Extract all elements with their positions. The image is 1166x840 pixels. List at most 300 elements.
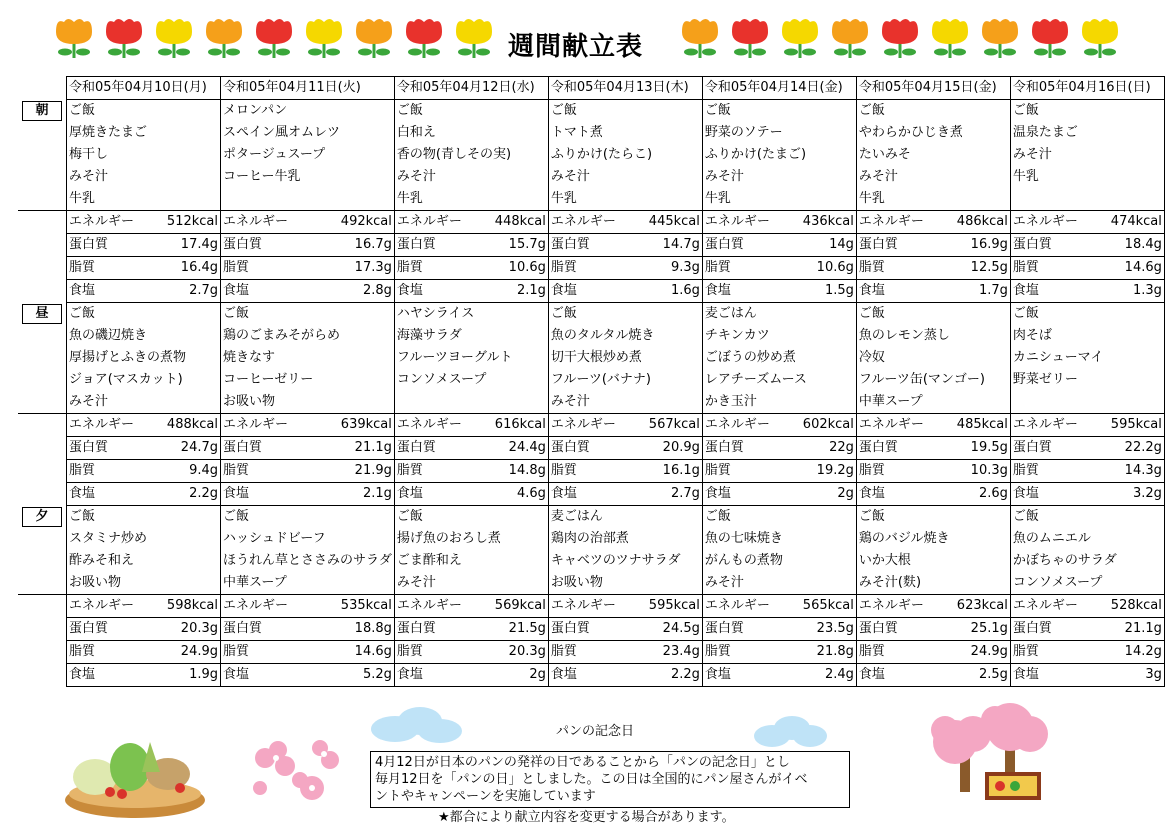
- nutrition-label: 食塩: [702, 664, 780, 687]
- meal-label-spacer: [18, 664, 67, 687]
- nutrition-value: 485kcal: [934, 414, 1010, 437]
- meal-label-spacer: [18, 641, 67, 664]
- nutrition-label: 蛋白質: [548, 618, 626, 641]
- nutrition-label: 食塩: [67, 483, 145, 506]
- page-title: 週間献立表: [508, 32, 644, 62]
- nutrition-value: 2.7g: [145, 280, 221, 303]
- nutrition-value: 21.5g: [472, 618, 548, 641]
- dish-item: みそ汁: [702, 572, 856, 595]
- footer-note: ★都合により献立内容を変更する場合があります。: [438, 810, 735, 825]
- nutrition-label: 脂質: [1010, 460, 1088, 483]
- nutrition-value: 448kcal: [472, 211, 548, 234]
- nutrition-label: 蛋白質: [1010, 618, 1088, 641]
- dish-item: フルーツヨーグルト: [394, 347, 548, 369]
- meal-label-spacer: [18, 325, 67, 347]
- nutrition-value: 486kcal: [934, 211, 1010, 234]
- date-header-row: [18, 77, 1164, 100]
- dish-row: [18, 391, 1164, 414]
- dish-item: メロンパン: [221, 100, 395, 123]
- nutrition-value: 1.9g: [145, 664, 221, 687]
- nutrition-value: 12.5g: [934, 257, 1010, 280]
- dish-item: ご飯: [1010, 303, 1164, 326]
- flower-icon: [728, 14, 772, 60]
- nutrition-label: 蛋白質: [702, 618, 780, 641]
- nutrition-value: 2.8g: [309, 280, 395, 303]
- nutrition-label: エネルギー: [67, 211, 145, 234]
- nutrition-value: 1.5g: [780, 280, 856, 303]
- nutrition-value: 17.3g: [309, 257, 395, 280]
- dish-item: みそ汁: [67, 166, 221, 188]
- nutrition-value: 23.5g: [780, 618, 856, 641]
- nutrition-value: 9.4g: [145, 460, 221, 483]
- nutrition-value: 21.8g: [780, 641, 856, 664]
- nutrition-label: 食塩: [1010, 280, 1088, 303]
- nutrition-row: [18, 595, 1164, 618]
- nutrition-value: 2g: [780, 483, 856, 506]
- nutrition-value: 16.7g: [309, 234, 395, 257]
- meal-label-spacer: [18, 528, 67, 550]
- dish-item: 白和え: [394, 122, 548, 144]
- nutrition-value: 2.2g: [626, 664, 702, 687]
- nutrition-value: 639kcal: [309, 414, 395, 437]
- dish-item: ジョア(マスカット): [67, 369, 221, 391]
- nutrition-value: 20.3g: [472, 641, 548, 664]
- nutrition-label: 食塩: [221, 280, 309, 303]
- nutrition-label: 蛋白質: [394, 437, 472, 460]
- dish-item: 揚げ魚のおろし煮: [394, 528, 548, 550]
- nutrition-label: 食塩: [856, 280, 934, 303]
- vegetable-basket-icon: [60, 722, 210, 822]
- nutrition-value: 24.9g: [934, 641, 1010, 664]
- nutrition-row: [18, 280, 1164, 303]
- nutrition-value: 474kcal: [1088, 211, 1164, 234]
- nutrition-value: 15.7g: [472, 234, 548, 257]
- flower-icon: [452, 14, 496, 60]
- nutrition-row: [18, 437, 1164, 460]
- nutrition-label: 脂質: [394, 257, 472, 280]
- dish-item: ふりかけ(たらこ): [548, 144, 702, 166]
- nutrition-label: 蛋白質: [856, 234, 934, 257]
- nutrition-label: 蛋白質: [394, 234, 472, 257]
- flower-icon: [52, 14, 96, 60]
- meal-label-spacer: [18, 550, 67, 572]
- nutrition-label: 食塩: [221, 664, 309, 687]
- meal-label: [18, 100, 67, 123]
- nutrition-label: 脂質: [856, 257, 934, 280]
- nutrition-value: 2g: [472, 664, 548, 687]
- day-header: 令和05年04月16日(日): [1010, 77, 1164, 100]
- flower-icon: [678, 14, 722, 60]
- meal-label: [18, 506, 67, 529]
- dish-item: 麦ごはん: [702, 303, 856, 326]
- dish-item: ほうれん草とささみのサラダ: [221, 550, 395, 572]
- dish-row: [18, 347, 1164, 369]
- dish-item: フルーツ缶(マンゴー): [856, 369, 1010, 391]
- nutrition-value: 2.6g: [934, 483, 1010, 506]
- nutrition-label: 脂質: [1010, 641, 1088, 664]
- dish-item: 鶏のごまみそがらめ: [221, 325, 395, 347]
- nutrition-label: 食塩: [856, 483, 934, 506]
- nutrition-value: 488kcal: [145, 414, 221, 437]
- nutrition-label: 脂質: [548, 257, 626, 280]
- dish-item: 魚の七味焼き: [702, 528, 856, 550]
- footer-line: 毎月12日を「パンの日」としました。この日は全国的にパン屋さんがイベ: [375, 772, 808, 787]
- nutrition-label: 脂質: [221, 641, 309, 664]
- nutrition-label: 食塩: [67, 664, 145, 687]
- flower-icon: [878, 14, 922, 60]
- dish-item: ご飯: [67, 506, 221, 529]
- dish-item: お吸い物: [67, 572, 221, 595]
- dish-row: [18, 122, 1164, 144]
- dish-item: 中華スープ: [856, 391, 1010, 414]
- nutrition-value: 5.2g: [309, 664, 395, 687]
- nutrition-value: 20.3g: [145, 618, 221, 641]
- nutrition-value: 595kcal: [626, 595, 702, 618]
- nutrition-label: 蛋白質: [702, 234, 780, 257]
- dish-item: 牛乳: [67, 188, 221, 211]
- nutrition-label: エネルギー: [394, 211, 472, 234]
- nutrition-label: エネルギー: [548, 211, 626, 234]
- nutrition-row: [18, 414, 1164, 437]
- nutrition-label: 脂質: [221, 460, 309, 483]
- nutrition-value: 21.1g: [1088, 618, 1164, 641]
- dish-item: 鶏肉の治部煮: [548, 528, 702, 550]
- dish-item: ハヤシライス: [394, 303, 548, 326]
- dish-item: みそ汁(麩): [856, 572, 1010, 595]
- nutrition-value: 2.2g: [145, 483, 221, 506]
- nutrition-value: 14.7g: [626, 234, 702, 257]
- nutrition-label: 食塩: [548, 280, 626, 303]
- flower-icon: [928, 14, 972, 60]
- nutrition-label: 食塩: [702, 280, 780, 303]
- nutrition-value: 565kcal: [780, 595, 856, 618]
- meal-label-spacer: [18, 280, 67, 303]
- dish-item: コーヒー牛乳: [221, 166, 395, 188]
- dish-item: 牛乳: [702, 188, 856, 211]
- dish-item: 魚の磯辺焼き: [67, 325, 221, 347]
- meal-label-spacer: [18, 460, 67, 483]
- meal-label-spacer: [18, 618, 67, 641]
- meal-label-spacer: [18, 188, 67, 211]
- flower-icon: [152, 14, 196, 60]
- nutrition-row: [18, 618, 1164, 641]
- nutrition-value: 14.6g: [309, 641, 395, 664]
- flower-icon: [202, 14, 246, 60]
- nutrition-value: 616kcal: [472, 414, 548, 437]
- flower-icon: [1078, 14, 1122, 60]
- nutrition-value: 445kcal: [626, 211, 702, 234]
- dish-row: [18, 369, 1164, 391]
- nutrition-value: 598kcal: [145, 595, 221, 618]
- footer-line: ントやキャンペーンを実施しています: [375, 789, 596, 804]
- nutrition-label: エネルギー: [221, 414, 309, 437]
- flower-icon: [978, 14, 1022, 60]
- dish-item: 鶏のバジル焼き: [856, 528, 1010, 550]
- nutrition-label: 蛋白質: [1010, 437, 1088, 460]
- dish-item: がんもの煮物: [702, 550, 856, 572]
- dish-item: 海藻サラダ: [394, 325, 548, 347]
- nutrition-label: エネルギー: [702, 595, 780, 618]
- dish-item: チキンカツ: [702, 325, 856, 347]
- dish-row: [18, 166, 1164, 188]
- nutrition-row: [18, 234, 1164, 257]
- nutrition-value: 528kcal: [1088, 595, 1164, 618]
- dish-item: みそ汁: [67, 391, 221, 414]
- nutrition-label: 食塩: [394, 483, 472, 506]
- nutrition-label: エネルギー: [67, 414, 145, 437]
- nutrition-value: 10.3g: [934, 460, 1010, 483]
- nutrition-label: 食塩: [1010, 483, 1088, 506]
- nutrition-value: 3g: [1088, 664, 1164, 687]
- flower-icon: [252, 14, 296, 60]
- meal-label-text: 夕: [22, 507, 61, 527]
- dish-item: ご飯: [548, 303, 702, 326]
- nutrition-row: [18, 483, 1164, 506]
- dish-row: [18, 325, 1164, 347]
- dish-item: お吸い物: [221, 391, 395, 414]
- nutrition-label: エネルギー: [702, 211, 780, 234]
- dish-item: 野菜のソテー: [702, 122, 856, 144]
- nutrition-label: エネルギー: [1010, 414, 1088, 437]
- dish-item: かぼちゃのサラダ: [1010, 550, 1164, 572]
- nutrition-value: 1.7g: [934, 280, 1010, 303]
- nutrition-value: 18.4g: [1088, 234, 1164, 257]
- dish-item: 温泉たまご: [1010, 122, 1164, 144]
- dish-item: [1010, 188, 1164, 211]
- dish-item: ご飯: [856, 506, 1010, 529]
- dish-item: 牛乳: [548, 188, 702, 211]
- meal-label-text: 朝: [22, 101, 61, 121]
- flower-icon: [302, 14, 346, 60]
- nutrition-label: エネルギー: [1010, 211, 1088, 234]
- meal-label-spacer: [18, 483, 67, 506]
- nutrition-label: 食塩: [856, 664, 934, 687]
- day-header: 令和05年04月11日(火): [221, 77, 395, 100]
- nutrition-value: 535kcal: [309, 595, 395, 618]
- dish-item: ごま酢和え: [394, 550, 548, 572]
- dish-item: ご飯: [221, 506, 395, 529]
- dish-item: たいみそ: [856, 144, 1010, 166]
- nutrition-label: 蛋白質: [1010, 234, 1088, 257]
- dish-item: [1010, 391, 1164, 414]
- nutrition-label: 蛋白質: [856, 618, 934, 641]
- nutrition-label: 蛋白質: [67, 618, 145, 641]
- meal-label-spacer: [18, 166, 67, 188]
- dish-item: 厚揚げとふきの煮物: [67, 347, 221, 369]
- nutrition-value: 602kcal: [780, 414, 856, 437]
- nutrition-value: 1.6g: [626, 280, 702, 303]
- meal-label-spacer: [18, 347, 67, 369]
- footer-line: 4月12日が日本のパンの発祥の日であることから「パンの記念日」とし: [375, 755, 790, 770]
- nutrition-value: 2.5g: [934, 664, 1010, 687]
- dish-item: ご飯: [67, 303, 221, 326]
- dish-item: お吸い物: [548, 572, 702, 595]
- nutrition-label: 蛋白質: [548, 437, 626, 460]
- cloud-icon: [365, 705, 465, 745]
- nutrition-value: 16.9g: [934, 234, 1010, 257]
- dish-item: みそ汁: [548, 391, 702, 414]
- nutrition-label: 蛋白質: [221, 437, 309, 460]
- nutrition-row: [18, 211, 1164, 234]
- nutrition-value: 567kcal: [626, 414, 702, 437]
- nutrition-label: 食塩: [394, 664, 472, 687]
- cloud-icon: [750, 714, 830, 750]
- cherry-tree-picnic-icon: [915, 702, 1065, 812]
- meal-label-spacer: [18, 595, 67, 618]
- nutrition-label: エネルギー: [856, 414, 934, 437]
- nutrition-value: 2.4g: [780, 664, 856, 687]
- dish-item: みそ汁: [1010, 144, 1164, 166]
- nutrition-label: エネルギー: [394, 414, 472, 437]
- nutrition-label: 脂質: [856, 460, 934, 483]
- dish-item: スペイン風オムレツ: [221, 122, 395, 144]
- dish-item: ご飯: [1010, 506, 1164, 529]
- nutrition-value: 623kcal: [934, 595, 1010, 618]
- day-header: 令和05年04月15日(金): [856, 77, 1010, 100]
- meal-label-spacer: [18, 257, 67, 280]
- dish-item: 香の物(青しその実): [394, 144, 548, 166]
- nutrition-value: 16.4g: [145, 257, 221, 280]
- nutrition-value: 22g: [780, 437, 856, 460]
- dish-item: ごぼうの炒め煮: [702, 347, 856, 369]
- dish-item: やわらかひじき煮: [856, 122, 1010, 144]
- nutrition-label: エネルギー: [67, 595, 145, 618]
- dish-item: ふりかけ(たまご): [702, 144, 856, 166]
- nutrition-value: 2.1g: [472, 280, 548, 303]
- nutrition-value: 18.8g: [309, 618, 395, 641]
- nutrition-label: 食塩: [702, 483, 780, 506]
- dish-item: 麦ごはん: [548, 506, 702, 529]
- dish-row: [18, 550, 1164, 572]
- dish-item: 焼きなす: [221, 347, 395, 369]
- dish-row: [18, 528, 1164, 550]
- nutrition-label: 蛋白質: [394, 618, 472, 641]
- nutrition-value: 24.9g: [145, 641, 221, 664]
- cherry-blossom-icon: [240, 728, 350, 808]
- dish-item: ご飯: [548, 100, 702, 123]
- meal-label-text: 昼: [22, 304, 61, 324]
- nutrition-label: 脂質: [702, 460, 780, 483]
- nutrition-value: 14g: [780, 234, 856, 257]
- nutrition-value: 595kcal: [1088, 414, 1164, 437]
- nutrition-label: 蛋白質: [221, 234, 309, 257]
- day-header: 令和05年04月14日(金): [702, 77, 856, 100]
- meal-label-spacer: [18, 572, 67, 595]
- nutrition-value: 10.6g: [780, 257, 856, 280]
- dish-item: 肉そば: [1010, 325, 1164, 347]
- nutrition-value: 14.3g: [1088, 460, 1164, 483]
- nutrition-value: 24.4g: [472, 437, 548, 460]
- dish-item: 野菜ゼリー: [1010, 369, 1164, 391]
- flower-icon: [102, 14, 146, 60]
- nutrition-value: 22.2g: [1088, 437, 1164, 460]
- dish-item: みそ汁: [856, 166, 1010, 188]
- nutrition-label: 脂質: [67, 641, 145, 664]
- nutrition-label: 脂質: [856, 641, 934, 664]
- dish-item: 魚のタルタル焼き: [548, 325, 702, 347]
- dish-item: みそ汁: [548, 166, 702, 188]
- nutrition-value: 4.6g: [472, 483, 548, 506]
- nutrition-value: 24.5g: [626, 618, 702, 641]
- dish-item: かき玉汁: [702, 391, 856, 414]
- meal-label-spacer: [18, 234, 67, 257]
- nutrition-row: [18, 641, 1164, 664]
- nutrition-value: 492kcal: [309, 211, 395, 234]
- nutrition-value: 2.7g: [626, 483, 702, 506]
- nutrition-value: 2.1g: [309, 483, 395, 506]
- nutrition-value: 3.2g: [1088, 483, 1164, 506]
- nutrition-value: 24.7g: [145, 437, 221, 460]
- dish-item: キャベツのツナサラダ: [548, 550, 702, 572]
- dish-item: フルーツ(バナナ): [548, 369, 702, 391]
- corner-cell: [18, 77, 67, 100]
- nutrition-label: 蛋白質: [856, 437, 934, 460]
- nutrition-label: 蛋白質: [548, 234, 626, 257]
- meal-label-spacer: [18, 369, 67, 391]
- nutrition-value: 19.5g: [934, 437, 1010, 460]
- nutrition-label: エネルギー: [856, 211, 934, 234]
- dish-item: コンソメスープ: [1010, 572, 1164, 595]
- footer-text-box: [370, 751, 850, 808]
- meal-label-spacer: [18, 391, 67, 414]
- nutrition-value: 1.3g: [1088, 280, 1164, 303]
- nutrition-label: 脂質: [67, 257, 145, 280]
- nutrition-label: エネルギー: [548, 595, 626, 618]
- nutrition-label: 脂質: [548, 641, 626, 664]
- nutrition-label: 蛋白質: [702, 437, 780, 460]
- flower-icon: [1028, 14, 1072, 60]
- dish-item: ご飯: [221, 303, 395, 326]
- nutrition-value: 512kcal: [145, 211, 221, 234]
- nutrition-value: 21.9g: [309, 460, 395, 483]
- nutrition-label: エネルギー: [856, 595, 934, 618]
- meal-label-spacer: [18, 122, 67, 144]
- nutrition-label: エネルギー: [548, 414, 626, 437]
- dish-item: みそ汁: [394, 166, 548, 188]
- nutrition-label: エネルギー: [221, 211, 309, 234]
- flower-icon: [402, 14, 446, 60]
- nutrition-value: 569kcal: [472, 595, 548, 618]
- nutrition-value: 14.2g: [1088, 641, 1164, 664]
- dish-row: [18, 100, 1164, 123]
- nutrition-row: [18, 460, 1164, 483]
- dish-item: みそ汁: [394, 572, 548, 595]
- dish-item: 梅干し: [67, 144, 221, 166]
- dish-item: 中華スープ: [221, 572, 395, 595]
- nutrition-label: 蛋白質: [67, 234, 145, 257]
- nutrition-value: 14.6g: [1088, 257, 1164, 280]
- dish-item: ご飯: [856, 303, 1010, 326]
- meal-label-spacer: [18, 211, 67, 234]
- nutrition-value: 23.4g: [626, 641, 702, 664]
- dish-item: 牛乳: [394, 188, 548, 211]
- dish-row: [18, 303, 1164, 326]
- flower-icon: [828, 14, 872, 60]
- nutrition-value: 16.1g: [626, 460, 702, 483]
- day-header: 令和05年04月12日(水): [394, 77, 548, 100]
- nutrition-label: 食塩: [1010, 664, 1088, 687]
- dish-item: レアチーズムース: [702, 369, 856, 391]
- nutrition-value: 21.1g: [309, 437, 395, 460]
- nutrition-label: 脂質: [702, 641, 780, 664]
- nutrition-row: [18, 664, 1164, 687]
- dish-item: ご飯: [1010, 100, 1164, 123]
- dish-item: 厚焼きたまご: [67, 122, 221, 144]
- dish-item: 魚のレモン蒸し: [856, 325, 1010, 347]
- dish-item: 切干大根炒め煮: [548, 347, 702, 369]
- nutrition-value: 10.6g: [472, 257, 548, 280]
- dish-item: 魚のムニエル: [1010, 528, 1164, 550]
